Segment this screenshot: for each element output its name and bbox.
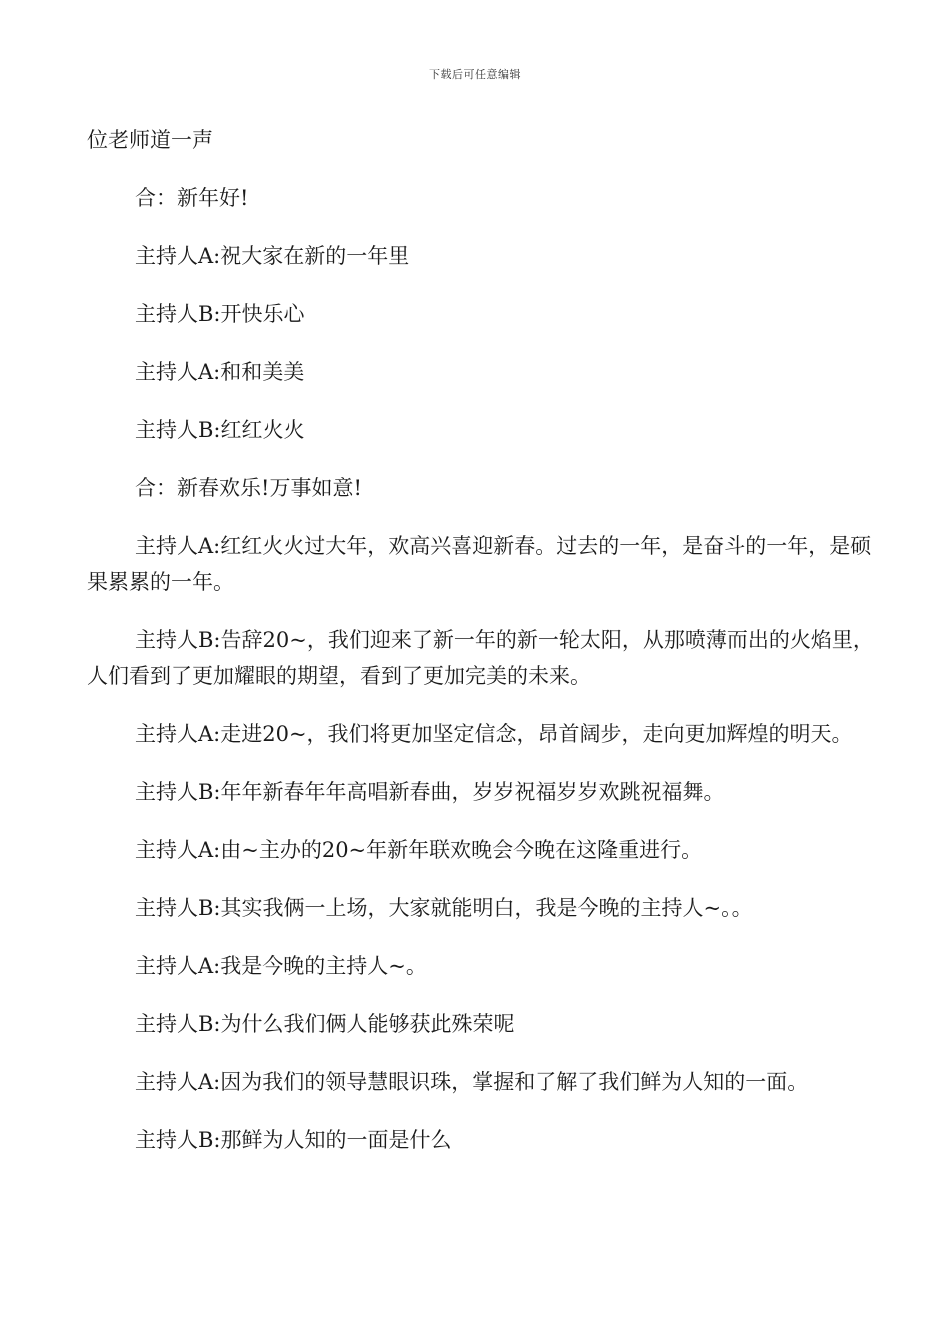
document-body xyxy=(87,122,877,1180)
paragraph: 主持人A:祝大家在新的一年里 xyxy=(135,244,410,268)
paragraph: 主持人B:年年新春年年高唱新春曲，岁岁祝福岁岁欢跳祝福舞。 xyxy=(135,780,725,804)
paragraph: 主持人B:告辞20~，我们迎来了新一年的新一轮太阳，从那喷薄而出的火焰里，人们看到了更加耀眼的期望，看到了更加完美的未来。 xyxy=(87,628,874,688)
paragraph: 合：新年好! xyxy=(135,186,249,210)
paragraph: 位老师道一声 xyxy=(87,128,213,152)
paragraph: 主持人A:红红火火过大年，欢高兴喜迎新春。过去的一年，是奋斗的一年，是硕果累累的一年。 xyxy=(87,534,872,594)
paragraph: 主持人B:红红火火 xyxy=(135,418,305,442)
paragraph: 主持人A:走进20~，我们将更加坚定信念，昂首阔步，走向更加辉煌的明天。 xyxy=(135,722,853,746)
paragraph: 主持人A:和和美美 xyxy=(135,360,305,384)
page-header-note: 下载后可任意编辑 xyxy=(429,68,521,81)
paragraph: 主持人B:开快乐心 xyxy=(135,302,305,326)
paragraph: 主持人B:其实我俩一上场，大家就能明白，我是今晚的主持人~。。 xyxy=(135,896,753,920)
paragraph: 合：新春欢乐!万事如意! xyxy=(135,476,362,500)
paragraph: 主持人A:由~主办的20~年新年联欢晚会今晚在这隆重进行。 xyxy=(135,838,703,862)
paragraph: 主持人B:为什么我们俩人能够获此殊荣呢 xyxy=(135,1012,515,1036)
paragraph: 主持人A:因为我们的领导慧眼识珠，掌握和了解了我们鲜为人知的一面。 xyxy=(135,1070,809,1094)
paragraph: 主持人B:那鲜为人知的一面是什么 xyxy=(135,1128,452,1152)
paragraph: 主持人A:我是今晚的主持人~。 xyxy=(135,954,427,978)
